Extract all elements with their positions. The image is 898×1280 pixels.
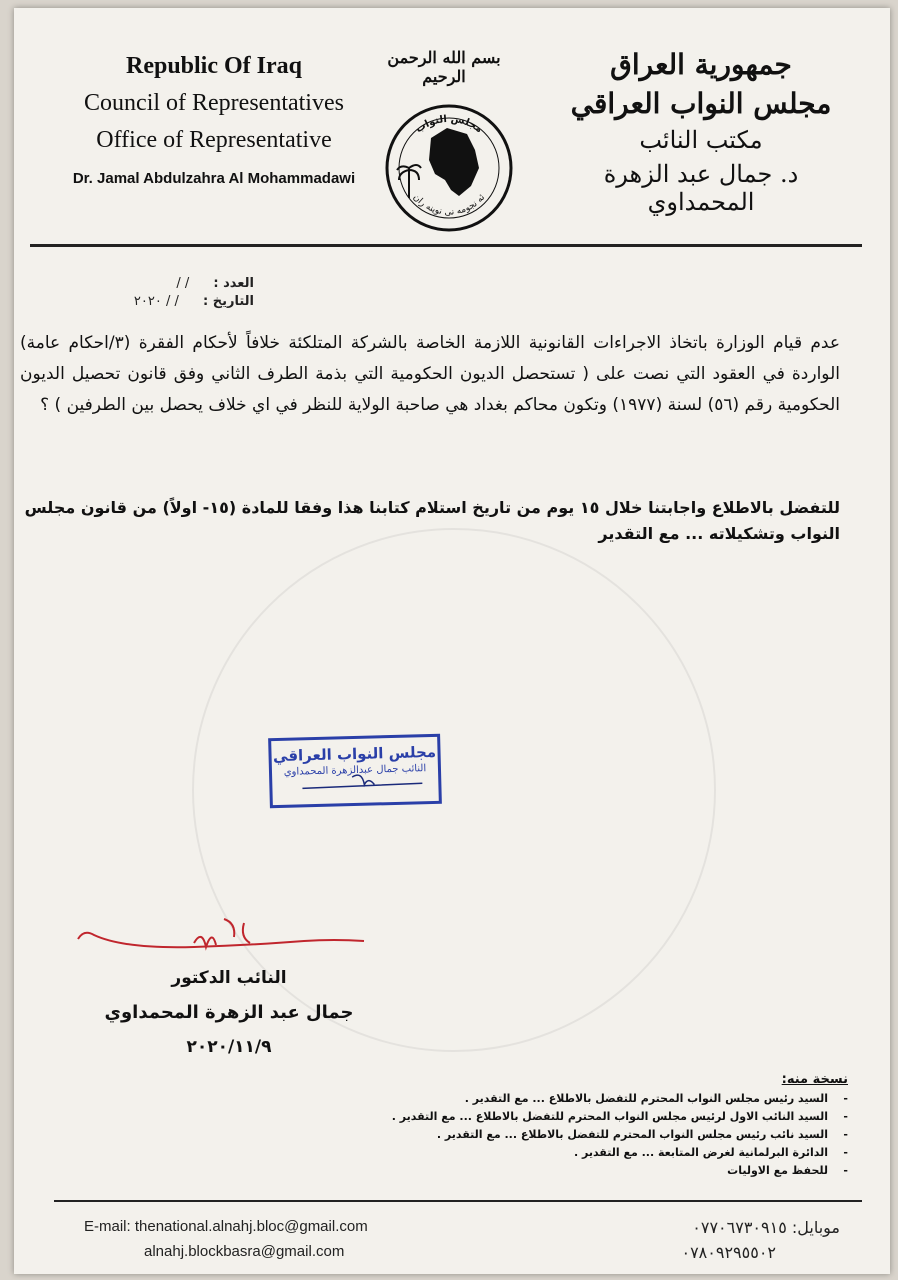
republic-title: Republic Of Iraq xyxy=(125,53,302,79)
emblem-top-text: مجلس النواب xyxy=(413,113,485,136)
number-label: العدد : xyxy=(213,276,254,291)
english-letterhead xyxy=(54,53,374,187)
arabic-letterhead xyxy=(556,48,846,216)
representative-name: Dr. Jamal Abdulzahra Al Mohammadawi xyxy=(72,170,356,187)
signature-block xyxy=(104,968,354,1057)
phone-primary: ٠٧٧٠٦٧٣٠٩١٥ xyxy=(692,1218,787,1237)
official-stamp xyxy=(268,734,442,808)
footer-emails xyxy=(84,1218,368,1260)
council-title: Council of Representatives xyxy=(84,90,344,116)
republic-title-ar: جمهورية العراق xyxy=(610,48,792,81)
stamp-signature-icon xyxy=(271,737,439,805)
phone-row xyxy=(681,1218,840,1237)
basmala: بسم الله الرحمن الرحيم xyxy=(387,48,501,86)
signature-date: ٢٠٢٠/١١/٩ xyxy=(186,1037,272,1057)
copy-item: -السيد رئيس مجلس النواب المحترم للتفضل بالاطلاع ... مع التقدير . xyxy=(464,1092,848,1105)
emblem-bottom-text: ئه نجومه نی نوینه ران xyxy=(410,192,488,218)
stamp-name: النائب جمال عبدالزهرة المحمداوي xyxy=(283,763,427,778)
handwritten-signature-icon xyxy=(74,913,374,963)
body-paragraph-question: عدم قيام الوزارة باتخاذ الاجراءات القانونية اللازمة الخاصة بالشركة المتلكئة خلافاً لأحكام الفقرة (٣/احكام عامة) الواردة في العقود التي نصت على ( تستحصل الديون الحكومية التي بذمة الطرف الثاني وفق قانون تحصيل الديون الحكومية رقم (٥٦) لسنة (١٩٧٧) وتكون محاكم بغداد هي صاحبة الولاية للنظر في اي خلاف يحصل بين الطرفين ) ؟ xyxy=(20,333,840,415)
footer-phones xyxy=(681,1218,840,1262)
date-row xyxy=(54,294,254,312)
copy-item: -السيد النائب الاول لرئيس مجلس النواب المحترم للتفضل بالاطلاع ... مع التقدير . xyxy=(391,1110,848,1123)
copies-list xyxy=(368,1090,848,1180)
office-title-ar: مكتب النائب xyxy=(639,126,763,154)
copy-item: -للحفظ مع الاوليات xyxy=(727,1164,848,1177)
stamp-title: مجلس النواب العراقي xyxy=(272,742,437,766)
copy-item: -الدائرة البرلمانية لغرض المتابعة ... مع التقدير . xyxy=(573,1146,848,1159)
copy-item: -السيد نائب رئيس مجلس النواب المحترم للتفضل بالاطلاع ... مع التقدير . xyxy=(436,1128,848,1141)
signer-name: جمال عبد الزهرة المحمداوي xyxy=(104,1002,354,1023)
council-emblem-icon xyxy=(379,98,519,233)
email-secondary: alnahj.blockbasra@gmail.com xyxy=(144,1243,345,1260)
footer-divider xyxy=(54,1200,862,1202)
copies-heading: نسخة منه: xyxy=(781,1072,848,1087)
email-primary: E-mail: thenational.alnahj.bloc@gmail.com xyxy=(84,1218,368,1235)
number-row xyxy=(54,276,254,294)
signer-title: النائب الدكتور xyxy=(171,968,287,988)
number-value: / / xyxy=(176,276,190,291)
office-title: Office of Representative xyxy=(96,127,332,153)
date-label: التاريخ : xyxy=(203,294,254,309)
body-paragraph-request: للتفضل بالاطلاع واجابتنا خلال ١٥ يوم من تاريخ استلام كتابنا هذا وفقا للمادة (١٥- اولاً) من قانون مجلس النواب وتشكيلاته ... مع التقدير xyxy=(24,498,840,543)
date-value: / / ٢٠٢٠ xyxy=(133,294,179,309)
header-divider xyxy=(30,244,862,247)
phone-secondary: ٠٧٨٠٩٢٩٥٥٠٢ xyxy=(681,1243,776,1262)
representative-name-ar: د. جمال عبد الزهرة المحمداوي xyxy=(603,160,799,216)
mobile-label: موبايل: xyxy=(791,1218,840,1237)
document-page xyxy=(14,8,890,1274)
council-title-ar: مجلس النواب العراقي xyxy=(570,87,832,120)
reference-block xyxy=(54,276,254,312)
